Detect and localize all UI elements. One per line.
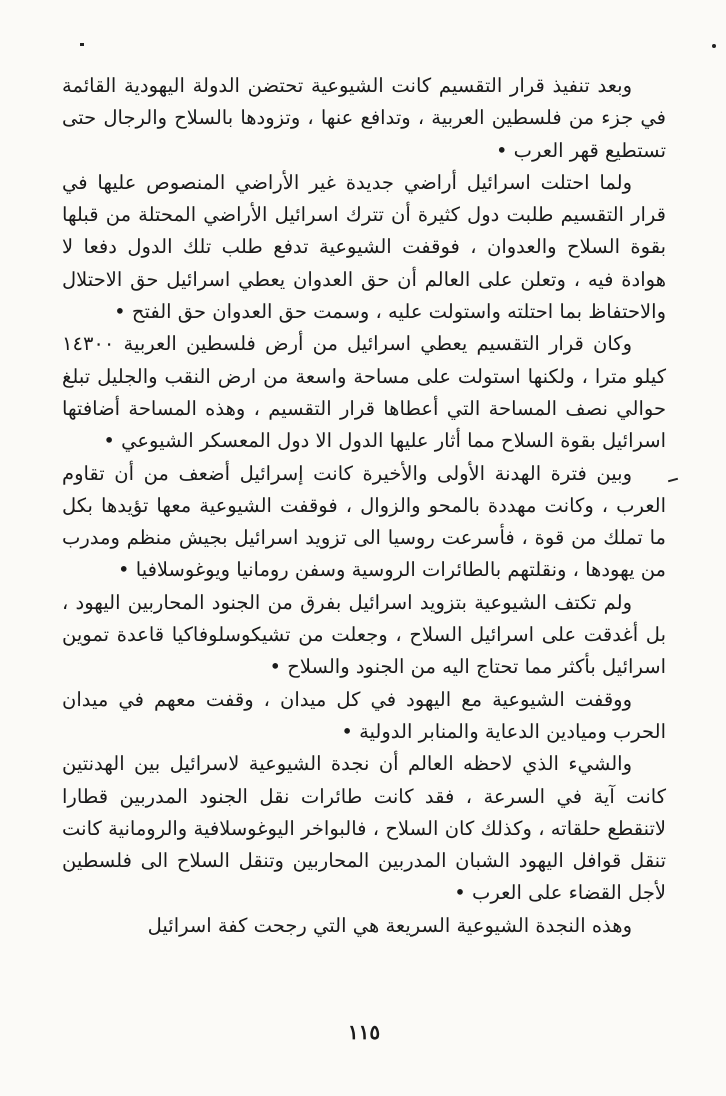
scan-mark	[668, 478, 678, 483]
scan-mark	[80, 43, 84, 46]
book-page	[62, 70, 666, 1080]
paragraph: ولما احتلت اسرائيل أراضي جديدة غير الأراضي المنصوص عليها في قرار التقسيم طلبت دول كثيرة أن تترك اسرائيل الأراضي المحتلة من قبلها بقوة السلاح والعدوان ، فوقفت الشيوعية تدفع طلب تلك الدول دفعا لا هوادة فيه ، وتعلن على العالم أن حق العدوان يعطي اسرائيل حق الاحتلال والاحتفاظ بما احتلته واستولت عليه ، وسمت حق العدوان حق الفتح •	[62, 170, 666, 324]
paragraph: وبعد تنفيذ قرار التقسيم كانت الشيوعية تحتضن الدولة اليهودية القائمة في جزء من فلسطين العربية ، وتدافع عنها ، وتزودها بالسلاح والرجال حتى تستطيع قهر العرب •	[62, 74, 666, 162]
paragraph: وكان قرار التقسيم يعطي اسرائيل من أرض فلسطين العربية ١٤٣٠٠ كيلو مترا ، ولكنها استولت على مساحة واسعة من ارض النقب والجليل تبلغ حوالي نصف المساحة التي أعطاها قرار التقسيم ، وهذه المساحة أضافتها اسرائيل بقوة السلاح مما أثار عليها الدول الا دول المعسكر الشيوعي •	[62, 332, 666, 453]
scan-mark	[712, 44, 716, 48]
paragraph: وهذه النجدة الشيوعية السريعة هي التي رجحت كفة اسرائيل	[147, 913, 632, 937]
paragraph: ولم تكتف الشيوعية بتزويد اسرائيل بفرق من الجنود المحاربين اليهود ، بل أغدقت على اسرائيل السلاح ، وجعلت من تشيكوسلوفاكيا قاعدة تموين اسرائيل بأكثر مما تحتاج اليه من الجنود والسلاح •	[62, 590, 666, 679]
paragraph: وبين فترة الهدنة الأولى والأخيرة كانت إسرائيل أضعف من أن تقاوم العرب ، وكانت مهددة بالمحو والزوال ، فوقفت الشيوعية معها تؤيدها بكل ما تملك من قوة ، فأسرعت روسيا الى تزويد اسرائيل بجيش منظم ومدرب من يهودها ، ونقلتهم بالطائرات الروسية وسفن رومانيا ويوغوسلافيا •	[62, 461, 666, 582]
body-text	[62, 70, 666, 942]
paragraph: ووقفت الشيوعية مع اليهود في كل ميدان ، وقفت معهم في ميدان الحرب وميادين الدعاية والمنابر الدولية •	[62, 687, 666, 743]
page-number: ١١٥	[347, 1020, 381, 1044]
paragraph: والشيء الذي لاحظه العالم أن نجدة الشيوعية لاسرائيل بين الهدنتين كانت آية في السرعة ، فقد كانت طائرات نقل الجنود المدربين قطارا لاتنقطع حلقاته ، وكذلك كان السلاح ، فالبواخر اليوغوسلافية والرومانية كانت تنقل قوافل اليهود الشبان المدربين المحاربين وتنقل السلاح الى فلسطين لأجل القضاء على العرب •	[62, 752, 666, 905]
